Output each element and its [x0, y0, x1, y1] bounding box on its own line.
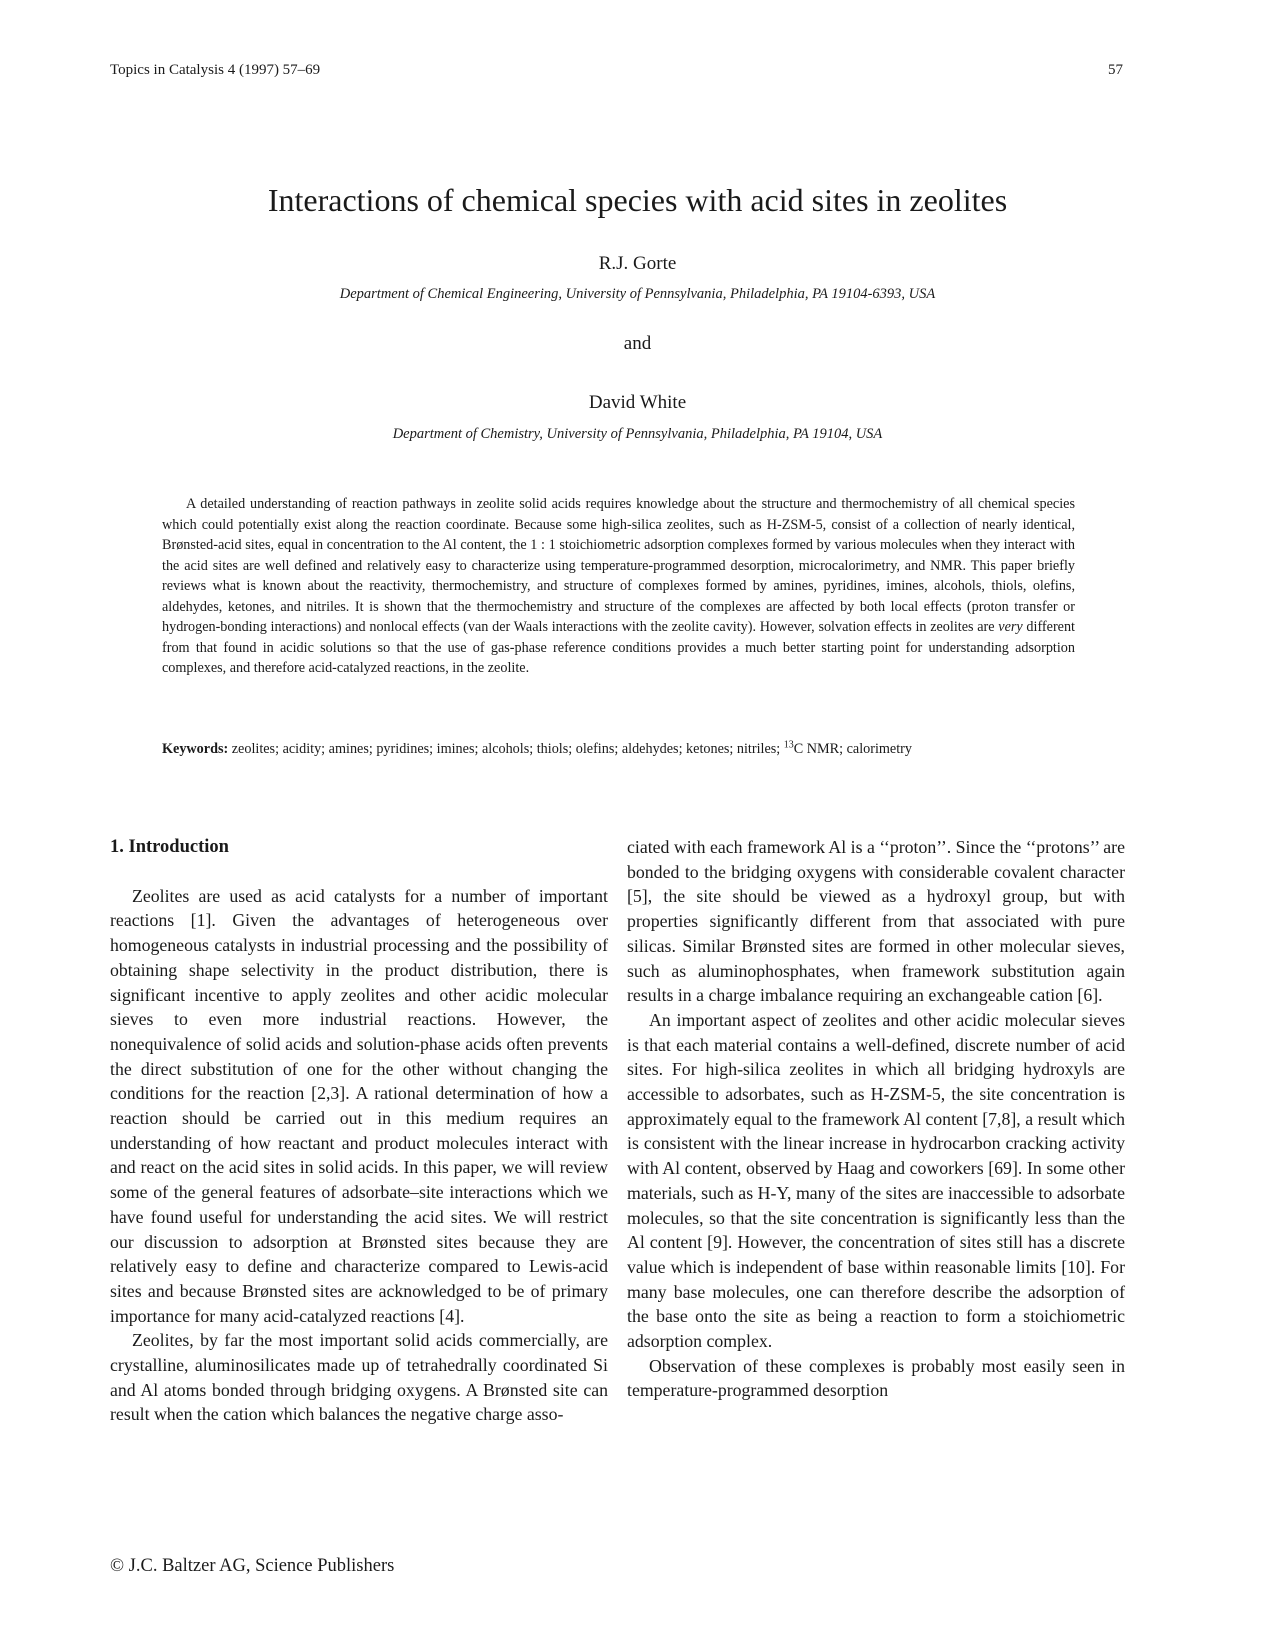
keywords-label: Keywords:	[162, 741, 229, 757]
section-heading: 1. Introduction	[110, 837, 229, 857]
page-number: 57	[1108, 62, 1123, 78]
left-column	[110, 835, 608, 1427]
body-paragraph: An important aspect of zeolites and other acidic molecular sieves is that each material contains a well-defined, discrete number of acid sites. For high-silica zeolites in which all bridging hydroxyls are accessible to adsorbates, such as H-ZSM-5, the site concentration is approximately equal to the framework Al content [7,8], a result which is consistent with the linear increase in hydrocarbon cracking activity with Al content, observed by Haag and coworkers [69]. In some other materials, such as H-Y, many of the sites are inaccessible to adsorbate molecules, so that the site concentration is significantly less than the Al content [9]. However, the concentration of sites still has a discrete value which is independent of base within reasonable limits [10]. For many base molecules, one can therefore describe the adsorption of the base onto the site as being a reaction to form a stoichiometric adsorption complex.	[627, 1009, 1125, 1352]
keywords-superscript: 13	[783, 739, 794, 751]
author-affiliation: Department of Chemical Engineering, University of Pennsylvania, Philadelphia, PA 19104-6393, USA	[339, 286, 936, 302]
right-column	[627, 835, 1125, 1403]
body-paragraph: Zeolites, by far the most important solid acids commercially, are crystalline, aluminosilicates made up of tetrahedrally coordinated Si and Al atoms bonded through bridging oxygens. A Brønsted site can result when the cation which balances the negative charge asso-	[110, 1330, 608, 1425]
author-affiliation: Department of Chemistry, University of Pennsylvania, Philadelphia, PA 19104, USA	[392, 426, 883, 442]
abstract	[162, 494, 1075, 679]
body-paragraph: Observation of these complexes is probably most easily seen in temperature-programmed desorption	[627, 1355, 1125, 1401]
author-name: R.J. Gorte	[598, 253, 677, 274]
publisher-footer: © J.C. Baltzer AG, Science Publishers	[110, 1556, 395, 1576]
body-paragraph: Zeolites are used as acid catalysts for a number of important reactions [1]. Given the advantages of heterogeneous over homogeneous catalysts in industrial processing and the possibility of obtaining shape selectivity in the product distribution, there is significant incentive to apply zeolites and other acidic molecular sieves to even more industrial reactions. However, the nonequivalence of solid acids and solution-phase acids often prevents the direct substitution of one for the other without changing the conditions for the reaction [2,3]. A rational determination of how a reaction should be carried out in this medium requires an understanding of how reactant and product molecules interact with and react on the acid sites in solid acids. In this paper, we will review some of the general features of adsorbate–site interactions which we have found useful for understanding the acid sites. We will restrict our discussion to adsorption at Brønsted sites because they are relatively easy to define and characterize compared to Lewis-acid sites and because Brønsted sites are acknowledged to be of primary importance for many acid-catalyzed reactions [4].	[110, 885, 608, 1326]
abstract-part: different from that found in acidic solutions so that the use of gas-phase reference conditions provides a much better starting point for understanding adsorption complexes, and therefore acid-catalyzed reactions, in the zeolite.	[162, 619, 1075, 676]
author-conjunction: and	[623, 333, 652, 354]
journal-citation: Topics in Catalysis 4 (1997) 57–69	[110, 62, 321, 78]
body-paragraph: ciated with each framework Al is a ‘‘proton’’. Since the ‘‘protons’’ are bonded to the bridging oxygens with considerable covalent character [5], the site should be viewed as a hydroxyl group, but with properties significantly different from that associated with pure silicas. Similar Brønsted sites are formed in other molecular sieves, such as aluminophosphates, when framework substitution again results in a charge imbalance requiring an exchangeable cation [6].	[627, 837, 1125, 1006]
keywords-list: zeolites; acidity; amines; pyridines; imines; alcohols; thiols; olefins; aldehydes; ketones; nitriles;	[231, 741, 784, 757]
abstract-part: A detailed understanding of reaction pathways in zeolite solid acids requires knowledge about the structure and thermochemistry of all chemical species which could potentially exist along the reaction coordinate. Because some high-silica zeolites, such as H-ZSM-5, consist of a collection of nearly identical, Brønsted-acid sites, equal in concentration to the Al content, the 1 : 1 stoichiometric adsorption complexes formed by various molecules when they interact with the acid sites are well defined and relatively easy to characterize using temperature-programmed desorption, microcalorimetry, and NMR. This paper briefly reviews what is known about the reactivity, thermochemistry, and structure of complexes formed by amines, pyridines, imines, alcohols, thiols, olefins, aldehydes, ketones, and nitriles. It is shown that the thermochemistry and structure of the complexes are affected by both local effects (proton transfer or hydrogen-bonding interactions) and nonlocal effects (van der Waals interactions with the zeolite cavity). However, solvation effects in zeolites are	[162, 496, 1075, 635]
keywords-list-end: C NMR; calorimetry	[793, 741, 912, 757]
abstract-emphasis: very	[998, 619, 1023, 635]
author-name: David White	[588, 392, 687, 413]
keywords	[162, 739, 1075, 760]
paper-title: Interactions of chemical species with acid sites in zeolites	[267, 182, 1008, 218]
abstract-text	[162, 494, 1075, 679]
